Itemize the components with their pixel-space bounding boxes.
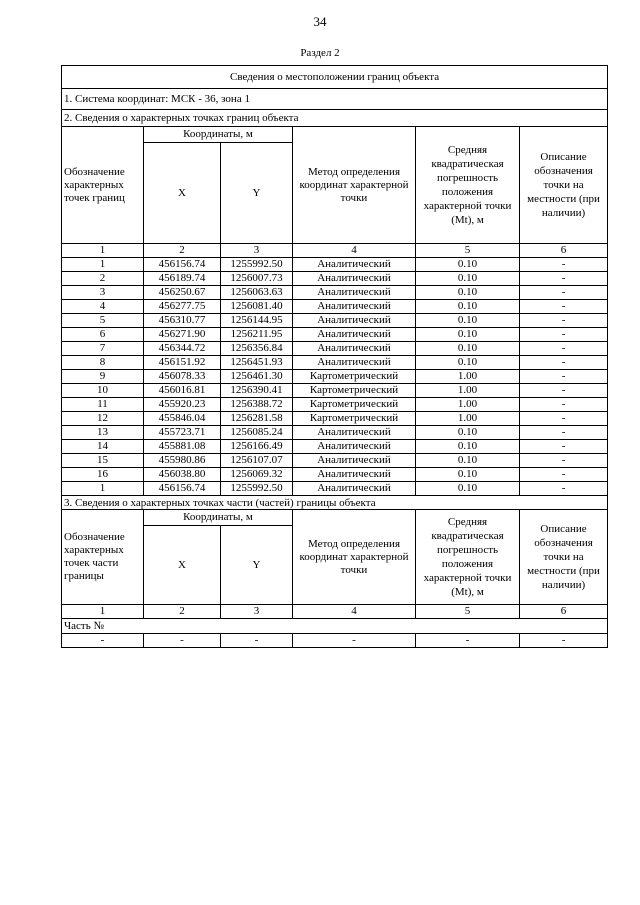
table-cell: Картометрический [293,370,416,384]
column-number: 1 [62,605,144,619]
table-cell: Аналитический [293,342,416,356]
section-title: Раздел 2 [300,47,340,59]
table-cell: - [520,258,608,272]
table-cell: 0.10 [416,468,520,482]
table-cell: 1 [62,258,144,272]
table-cell: 0.10 [416,286,520,300]
table-cell: Аналитический [293,300,416,314]
table-cell: 1256063.63 [221,286,293,300]
table-row [62,468,608,482]
column-number: 6 [520,244,608,258]
header-error: Средняя квадратическая погрешность положения характерной точки (Mt), м [416,127,520,244]
header-description-part: Описание обозначения точки на местности (при наличии) [520,510,608,605]
table-cell: - [520,286,608,300]
header-description: Описание обозначения точки на местности (при наличии) [520,127,608,244]
table-row [62,356,608,370]
table-row [62,384,608,398]
table-row [62,328,608,342]
table-row [62,440,608,454]
boundary-table [61,65,608,648]
table-row [62,412,608,426]
table-cell: - [520,356,608,370]
table-row [62,272,608,286]
table-cell: - [520,454,608,468]
table-cell: 1256085.24 [221,426,293,440]
table-cell: - [520,272,608,286]
table-cell: - [520,634,608,648]
table-cell: 0.10 [416,426,520,440]
table-cell: 1 [62,482,144,496]
table-cell: - [520,468,608,482]
column-number: 2 [144,605,221,619]
table-cell: 1256081.40 [221,300,293,314]
header-x-part: X [144,526,221,605]
table-cell: 8 [62,356,144,370]
table-cell: 4 [62,300,144,314]
table-cell: Аналитический [293,258,416,272]
header-coordinates: Координаты, м [144,127,293,143]
table-cell: Картометрический [293,412,416,426]
column-number: 4 [293,605,416,619]
table-cell: - [293,634,416,648]
table-cell: 7 [62,342,144,356]
column-number: 5 [416,244,520,258]
table-cell: 0.10 [416,440,520,454]
table-cell: - [520,314,608,328]
table-cell: 1.00 [416,398,520,412]
table-cell: 1256211.95 [221,328,293,342]
table-cell: 455723.71 [144,426,221,440]
table-cell: - [221,634,293,648]
table-cell: 6 [62,328,144,342]
page-number: 34 [313,14,327,29]
table-cell: Картометрический [293,384,416,398]
table-cell: 1256069.32 [221,468,293,482]
column-number: 2 [144,244,221,258]
table-cell: 1255992.50 [221,258,293,272]
table-cell: 456078.33 [144,370,221,384]
column-number: 3 [221,605,293,619]
table-cell: - [520,426,608,440]
table-row [62,482,608,496]
table-cell: 2 [62,272,144,286]
table-row [62,342,608,356]
table-cell: 456156.74 [144,258,221,272]
table-cell: 456310.77 [144,314,221,328]
column-numbers-row [62,244,608,258]
table-cell: 0.10 [416,258,520,272]
table-cell: 0.10 [416,454,520,468]
header-error-part: Средняя квадратическая погрешность положения характерной точки (Mt), м [416,510,520,605]
table-cell: - [62,634,144,648]
table-cell: 456016.81 [144,384,221,398]
table-cell: 1256388.72 [221,398,293,412]
part-table-row [62,634,608,648]
table-row [62,370,608,384]
table-cell: 456151.92 [144,356,221,370]
column-numbers-row-part [62,605,608,619]
table-cell: Аналитический [293,468,416,482]
table-cell: 1256390.41 [221,384,293,398]
table-row [62,398,608,412]
table-cell: 0.10 [416,356,520,370]
table-cell: 14 [62,440,144,454]
table-row [62,314,608,328]
table-cell: - [520,370,608,384]
table-cell: Аналитический [293,272,416,286]
table-cell: 455881.08 [144,440,221,454]
table-cell: 1.00 [416,384,520,398]
table-title: Сведения о местоположении границ объекта [62,66,608,89]
table-cell: Аналитический [293,356,416,370]
table-cell: Аналитический [293,440,416,454]
table-cell: 1.00 [416,412,520,426]
table-cell: 455846.04 [144,412,221,426]
table-cell: Аналитический [293,426,416,440]
table-cell: 11 [62,398,144,412]
header-x: X [144,143,221,244]
table-row [62,286,608,300]
table-cell: 0.10 [416,272,520,286]
table-cell: 9 [62,370,144,384]
table-cell: 10 [62,384,144,398]
table-cell: - [520,384,608,398]
header-method: Метод определения координат характерной точки [293,127,416,244]
table-cell: 0.10 [416,342,520,356]
coord-system: 1. Система координат: МСК - 36, зона 1 [62,89,608,110]
table-cell: 456189.74 [144,272,221,286]
table-cell: 1.00 [416,370,520,384]
header-point-designation: Обозначение характерных точек границ [62,127,144,244]
table-cell: - [520,412,608,426]
table-cell: 1255992.50 [221,482,293,496]
table-cell: - [520,440,608,454]
table-cell: 16 [62,468,144,482]
table-cell: Аналитический [293,314,416,328]
table-cell: 0.10 [416,314,520,328]
table-cell: 15 [62,454,144,468]
table-cell: 456250.67 [144,286,221,300]
table-cell: 1256356.84 [221,342,293,356]
table-cell: Аналитический [293,482,416,496]
header-coordinates-part: Координаты, м [144,510,293,526]
table-row [62,258,608,272]
table-cell: Картометрический [293,398,416,412]
header-y-part: Y [221,526,293,605]
table-cell: 456277.75 [144,300,221,314]
table-cell: 5 [62,314,144,328]
table-cell: Аналитический [293,454,416,468]
table-cell: 13 [62,426,144,440]
table-cell: 1256144.95 [221,314,293,328]
column-number: 4 [293,244,416,258]
part-label: Часть № [62,619,608,634]
table-cell: - [144,634,221,648]
table-cell: 456038.80 [144,468,221,482]
table-cell: - [416,634,520,648]
column-number: 6 [520,605,608,619]
table-cell: 3 [62,286,144,300]
header-part-point-designation: Обозначение характерных точек части границы [62,510,144,605]
table-cell: 456156.74 [144,482,221,496]
table-cell: - [520,342,608,356]
column-number: 3 [221,244,293,258]
table-cell: 1256166.49 [221,440,293,454]
table-cell: 0.10 [416,328,520,342]
table-cell: 1256451.93 [221,356,293,370]
table-cell: 1256007.73 [221,272,293,286]
table-cell: 456271.90 [144,328,221,342]
table-cell: 1256107.07 [221,454,293,468]
table-cell: 0.10 [416,300,520,314]
table-cell: Аналитический [293,328,416,342]
section2-title: 2. Сведения о характерных точках границ объекта [62,110,608,127]
table-cell: - [520,482,608,496]
table-cell: - [520,398,608,412]
table-row [62,426,608,440]
table-row [62,300,608,314]
header-y: Y [221,143,293,244]
column-number: 5 [416,605,520,619]
column-number: 1 [62,244,144,258]
table-cell: 456344.72 [144,342,221,356]
table-cell: 1256461.30 [221,370,293,384]
table-cell: - [520,328,608,342]
table-cell: 455920.23 [144,398,221,412]
table-cell: 0.10 [416,482,520,496]
table-cell: 1256281.58 [221,412,293,426]
table-cell: 455980.86 [144,454,221,468]
table-cell: Аналитический [293,286,416,300]
header-method-part: Метод определения координат характерной точки [293,510,416,605]
section3-title: 3. Сведения о характерных точках части (частей) границы объекта [62,496,608,510]
table-row [62,454,608,468]
table-cell: 12 [62,412,144,426]
table-cell: - [520,300,608,314]
